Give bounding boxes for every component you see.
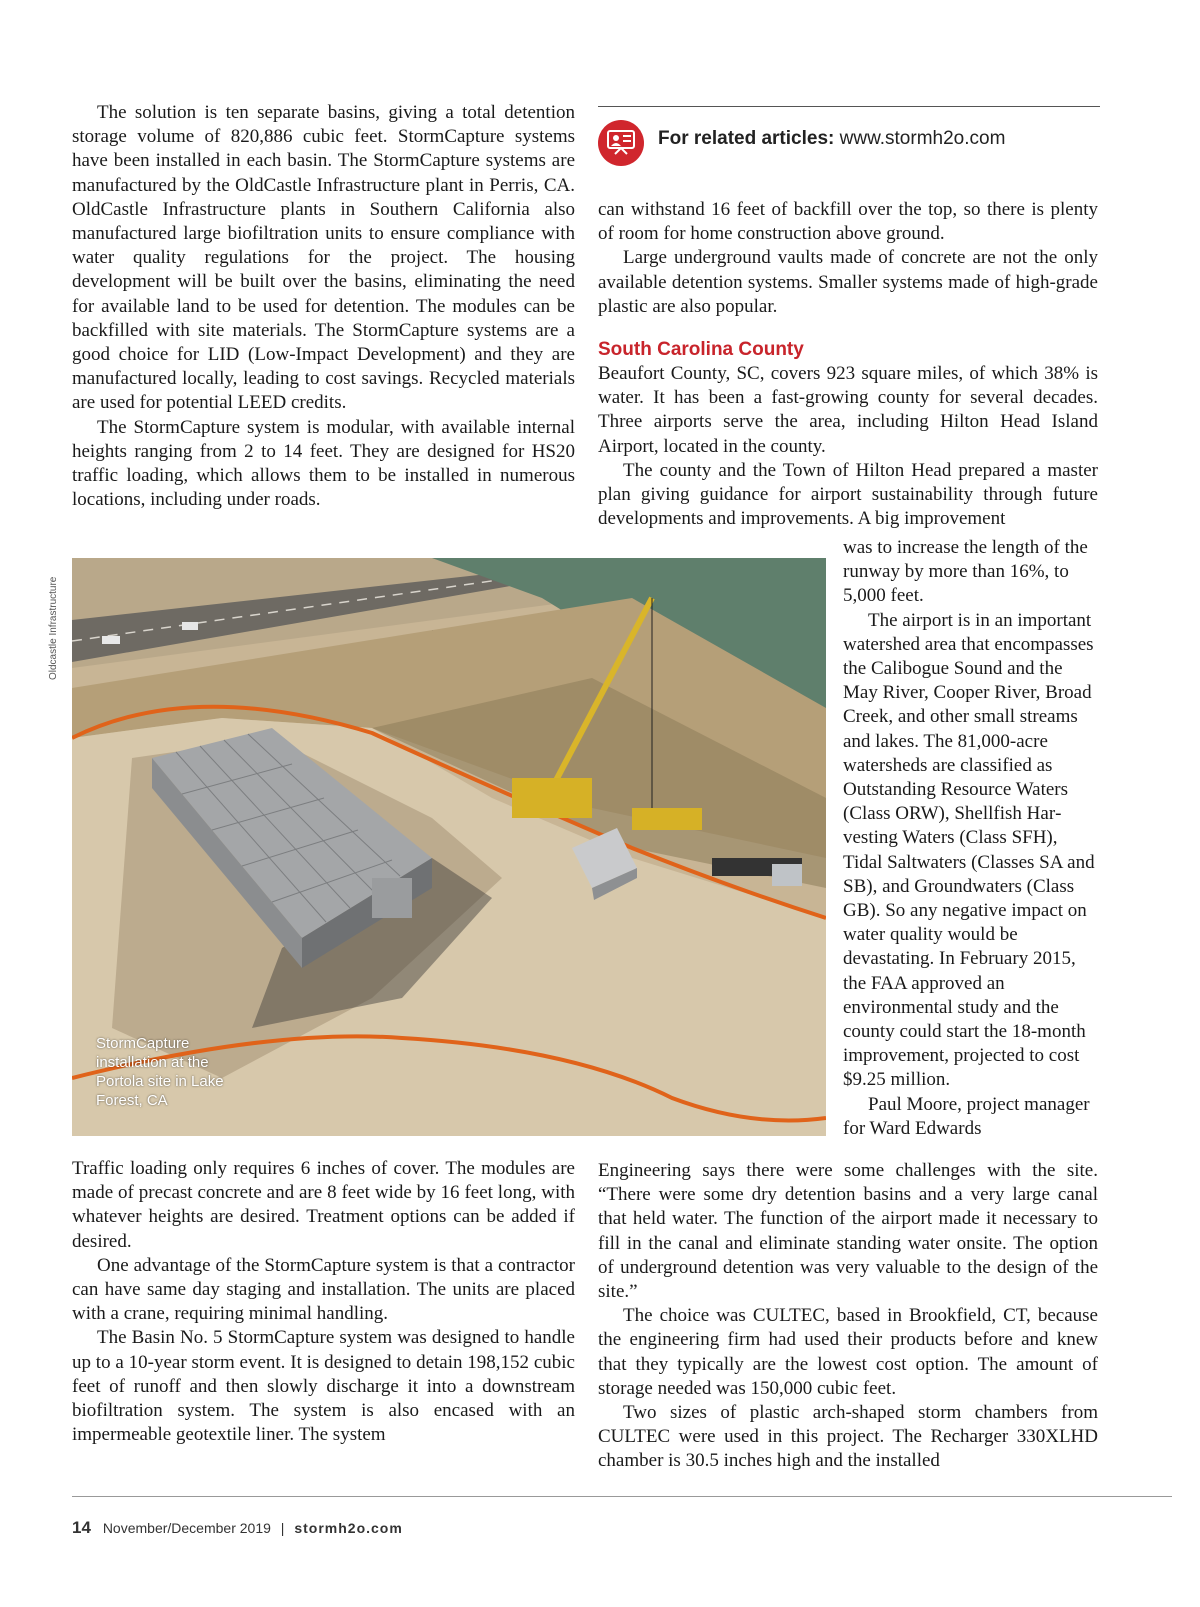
body-paragraph: The solution is ten separate basins, giving a total detention storage volume of 820,886 cubic feet. StormCapture systems have been installed in each basin. The StormCapture systems are manufactured by the OldCastle Infrastructure plant in Perris, CA. OldCastle Infrastructure plants in Southern California also manufactured large biofiltration units to ensure compliance with water quality regulations for the project. The housing development will be built over the basins, eliminating the need for available land to be used for detention. The modules can be backfilled with site materials. The StormCapture systems are a good choice for LID (Low-Impact Development) and they are manufactured locally, leading to cost savings. Recycled materials are used for potential LEED credits. bbox=[72, 102, 575, 414]
right-column-wrap bbox=[843, 536, 1099, 1141]
body-paragraph: Engineering says there were some challenges with the site. “There were some dry detention basins and a very large canal that held water. The function of the airport made it necessary to fill in the canal and eliminate standing water onsite. The option of underground detention was very valuable to the design of the site.” bbox=[598, 1160, 1098, 1303]
divider bbox=[598, 106, 1100, 107]
footer-separator: | bbox=[280, 1520, 285, 1536]
body-paragraph: The county and the Town of Hilton Head prepared a master plan giving guidance for airport sustainability through future developments and improvements. A big improvement bbox=[598, 459, 1098, 530]
body-paragraph: The choice was CULTEC, based in Brookfield, CT, because the engineering firm had used their products before and knew that they typically are the lowest cost option. The amount of storage needed was 150,000 cubic feet. bbox=[598, 1305, 1098, 1399]
body-paragraph: The Basin No. 5 StormCapture system was designed to handle up to a 10-year storm event. It is designed to detain 198,152 cubic feet of runoff and then slowly discharge it into a downstream biofiltration system. The system is also encased with an impermeable geotextile liner. The system bbox=[72, 1327, 575, 1446]
right-column-top bbox=[598, 198, 1098, 531]
body-paragraph: The StormCapture system is modular, with available internal heights ranging from 2 to 14 feet. They are designed for HS20 traffic loading, which allows them to be installed in numerous locations, including under roads. bbox=[72, 416, 575, 511]
body-paragraph: can withstand 16 feet of backfill over the top, so there is plenty of room for home construction above ground. bbox=[598, 199, 1098, 245]
photo-caption: StormCapture installation at the Portola site in Lake Forest, CA bbox=[96, 1035, 224, 1109]
related-link[interactable]: www.stormh2o.com bbox=[839, 128, 1006, 149]
body-paragraph: Beaufort County, SC, covers 923 square miles, of which 38% is water. It has been a fast-growing county for several decades. Three airports serve the area, including Hilton Head Island Airport, located in the county. bbox=[598, 363, 1098, 457]
footer-site-link[interactable]: stormh2o.com bbox=[294, 1520, 403, 1536]
page-number: 14 bbox=[72, 1518, 91, 1537]
left-column-top bbox=[72, 101, 575, 512]
related-articles-text bbox=[658, 128, 1005, 150]
related-articles-box bbox=[598, 106, 1100, 168]
left-column-bottom bbox=[72, 1157, 575, 1447]
body-paragraph: One advantage of the StormCapture system is that a contractor can have same day staging and installation. The units are placed with a crane, requiring minimal handling. bbox=[72, 1254, 575, 1325]
body-paragraph: Traffic loading only requires 6 inches of cover. The modules are made of precast concrete and are 8 feet wide by 16 feet long, with whatever heights are desired. Treatment options can be added if desired. bbox=[72, 1158, 575, 1252]
right-column-bottom bbox=[598, 1159, 1098, 1474]
photo-credit bbox=[48, 560, 62, 680]
photo-stormcapture-installation bbox=[72, 558, 826, 1136]
body-paragraph: The airport is in an important watershed area that encompasses the Calibogue Sound and the May River, Cooper River, Broad Creek, and other small streams and lakes. The 81,000-acre watersheds are classified as Outstanding Resource Waters (Class ORW), Shellfish Harvesting Waters (Class SFH), Tidal Saltwaters (Classes SA and SB), and Groundwaters (Class GB). So any negative impact on water quality would be devastating. In February 2015, the FAA approved an environmental study and the county could start the 18-month improvement, projected to cost $9.25 million. bbox=[843, 609, 1095, 1091]
page-footer bbox=[72, 1518, 403, 1538]
body-paragraph: Paul Moore, project manager for Ward Edwards bbox=[843, 1093, 1090, 1139]
body-paragraph: was to increase the length of the runway by more than 16%, to 5,000 feet. bbox=[843, 537, 1088, 607]
body-paragraph: Two sizes of plastic arch-shaped storm chambers from CULTEC were used in this project. The Recharger 330XLHD chamber is 30.5 inches high and the installed bbox=[598, 1402, 1098, 1472]
photo-credit-text: Oldcastle Infrastructure bbox=[48, 576, 59, 680]
section-heading: South Carolina County bbox=[598, 339, 804, 361]
issue-date: November/December 2019 bbox=[102, 1520, 271, 1536]
footer-divider bbox=[72, 1496, 1172, 1497]
body-paragraph: Large underground vaults made of concrete are not the only available detention systems. Smaller systems made of high-grade plastic are also popular. bbox=[598, 247, 1098, 317]
related-label: For related articles: bbox=[658, 128, 835, 149]
reader-icon bbox=[598, 120, 644, 166]
